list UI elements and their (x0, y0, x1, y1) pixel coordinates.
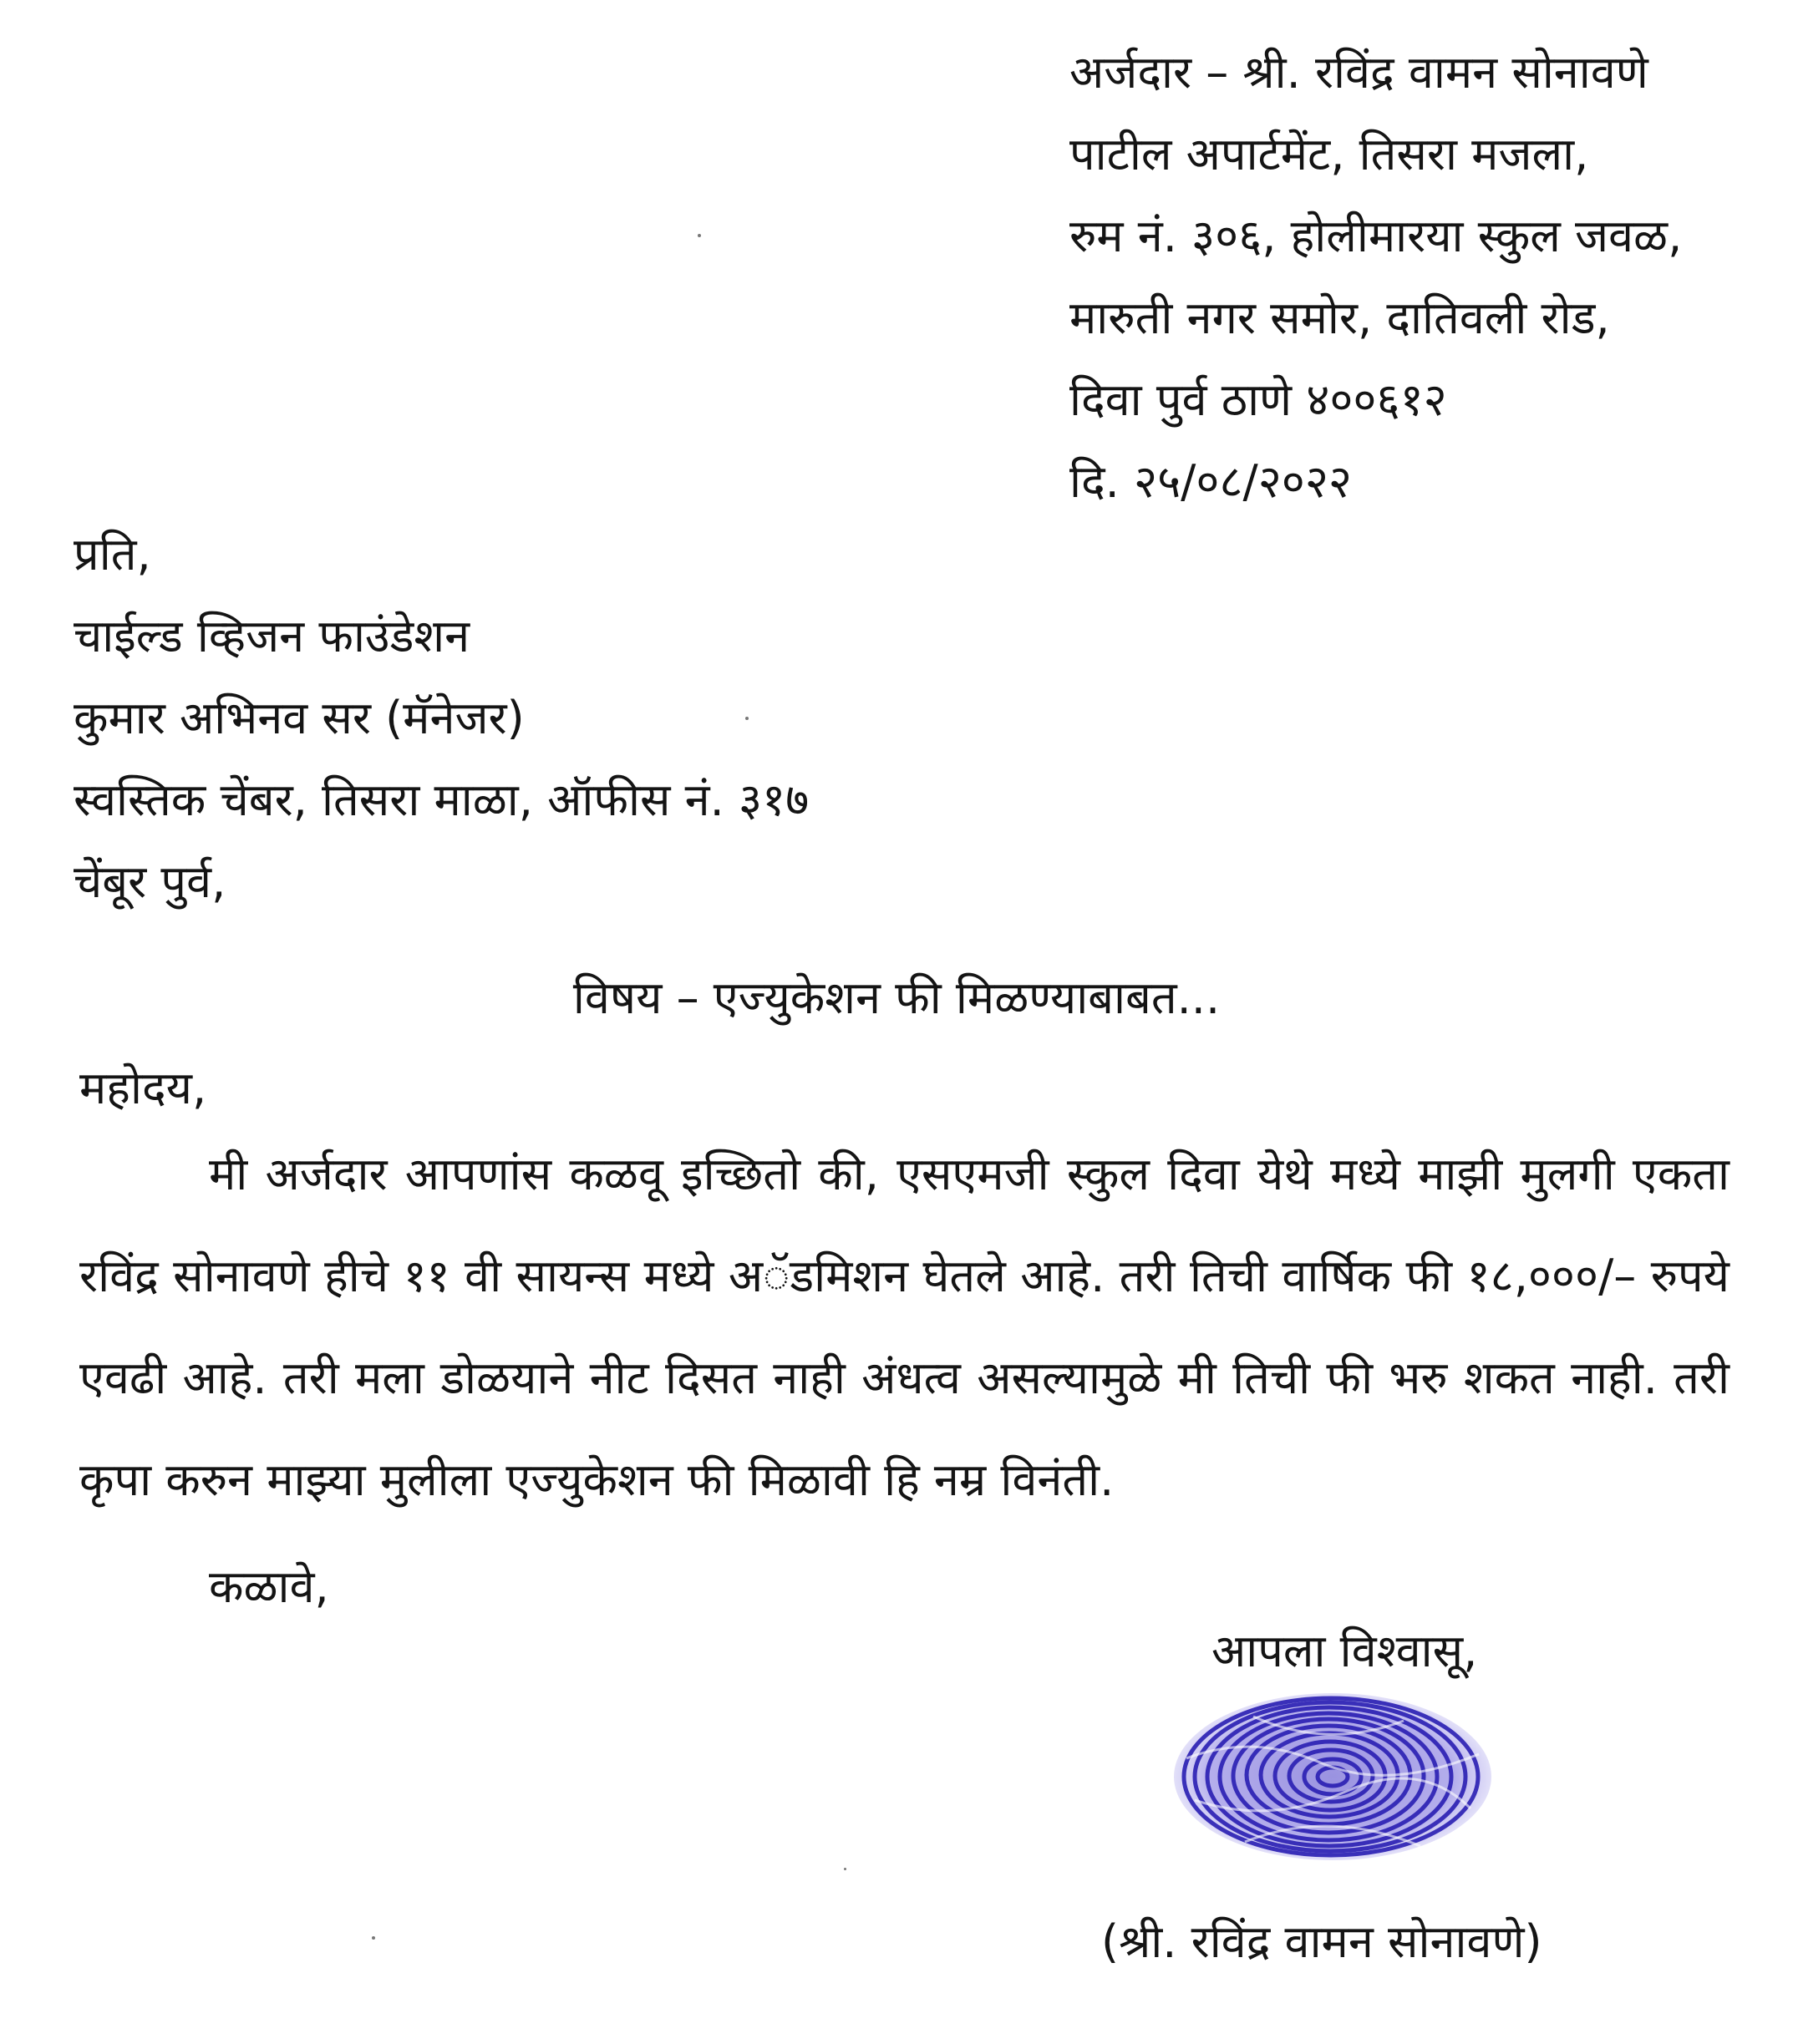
scan-speck (745, 717, 749, 720)
sender-city-line: दिवा पुर्व ठाणे ४००६१२ (1069, 373, 1447, 426)
sender-address-line: पाटील अपार्टमेंट, तिसरा मजला, (1069, 128, 1589, 180)
subject-line: विषय – एज्युकेशन फी मिळण्याबाबत... (572, 971, 1221, 1024)
sender-address-line: रुम नं. ३०६, होलीमारया स्कुल जवळ, (1069, 210, 1683, 262)
closing-line: कळावे, (209, 1560, 329, 1613)
thumbprint-impression (1153, 1683, 1504, 1875)
yours-faithfully: आपला विश्वासू, (1211, 1625, 1478, 1677)
recipient-address-line: चेंबूर पुर्व, (74, 855, 226, 908)
scan-speck (698, 234, 701, 237)
recipient-address-block (74, 514, 1243, 923)
sender-address-line: मारुती नगर समोर, दातिवली रोड, (1069, 292, 1610, 344)
recipient-to-label: प्रति, (74, 528, 151, 581)
body-paragraph: मी अर्जदार आपणांस कळवू इच्छितो की, एसएमजी स्कुल दिवा येथे मध्ये माझी मुलगी एकता रविंद्र सोनावणे हीचे ११ वी सायन्स मध्ये अॅडमिशन घेतले आहे. तरी तिची वार्षिक फी १८,०००/– रुपये एवढी आहे. तरी मला डोळयाने नीट दिसत नाही अंधत्व असल्यामुळे मी तिची फी भरु शकत नाही. तरी कृपा करुन माझ्या मुलीला एज्युकेशन फी मिळावी हि नम्र विनंती. (79, 1148, 1730, 1506)
scan-speck (372, 1936, 375, 1940)
scan-speck (844, 1868, 846, 1870)
recipient-person: कुमार अभिनव सर (मॅनेजर) (74, 692, 525, 744)
sender-address-block (1069, 32, 1780, 523)
letter-date: दि. २५/०८/२०२२ (1069, 455, 1353, 508)
recipient-address-line: स्वस्तिक चेंबर, तिसरा माळा, ऑफीस नं. ३१७ (74, 773, 810, 826)
sender-name-line: अर्जदार – श्री. रविंद्र वामन सोनावणे (1069, 46, 1648, 99)
recipient-organization: चाईल्ड व्हिजन फाउंडेशन (74, 610, 470, 662)
signatory-name: (श्री. रविंद्र वामन सोनावणे) (1101, 1915, 1542, 1968)
salutation: महोदय, (79, 1062, 207, 1114)
